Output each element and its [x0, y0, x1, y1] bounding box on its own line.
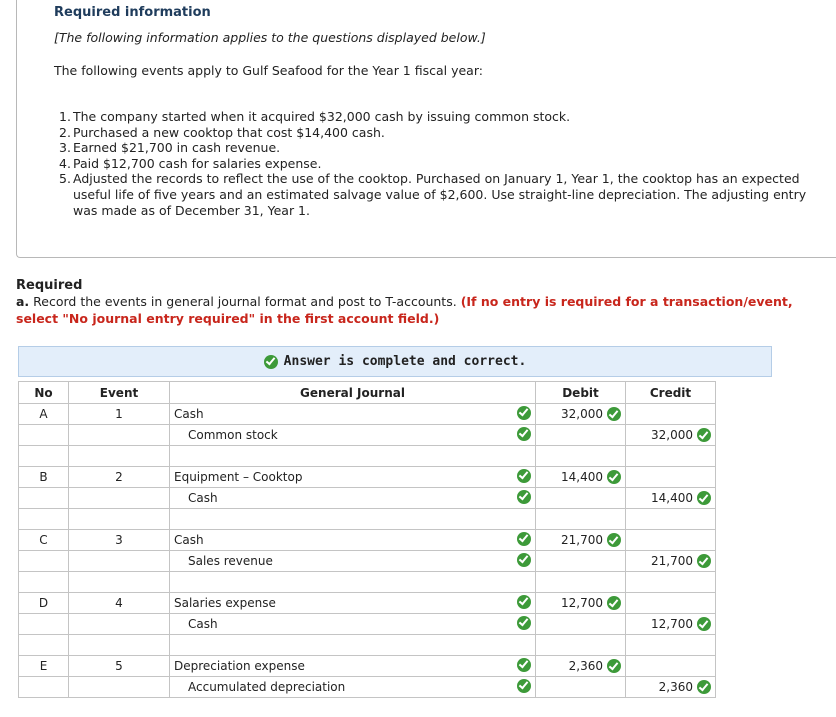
journal-row: [19, 593, 716, 614]
journal-row: [19, 530, 716, 551]
blank-cell: [19, 446, 69, 467]
credit-field[interactable]: [626, 404, 716, 425]
journal-body: [19, 404, 716, 698]
credit-field[interactable]: [626, 656, 716, 677]
check-icon: [697, 554, 711, 568]
entry-no: B: [19, 467, 69, 488]
entry-event: 3: [69, 530, 170, 551]
credit-field[interactable]: [626, 551, 716, 572]
check-icon: [607, 470, 621, 484]
entry-event: 4: [69, 593, 170, 614]
debit-field[interactable]: [536, 551, 626, 572]
account-status: [513, 530, 536, 551]
entry-event: [69, 614, 170, 635]
entry-no: A: [19, 404, 69, 425]
entry-event: [69, 677, 170, 698]
check-icon: [607, 596, 621, 610]
journal-row: [19, 677, 716, 698]
debit-field[interactable]: [536, 530, 626, 551]
account-status: [513, 677, 536, 698]
check-icon: [697, 428, 711, 442]
check-icon: [517, 616, 531, 630]
check-icon: [517, 595, 531, 609]
blank-cell: [170, 509, 536, 530]
check-icon: [517, 553, 531, 567]
journal-row: [19, 404, 716, 425]
account-field[interactable]: Sales revenue: [170, 551, 513, 572]
debit-field[interactable]: [536, 677, 626, 698]
header-credit: Credit: [626, 382, 716, 404]
account-field[interactable]: Cash: [170, 530, 513, 551]
header-no: No: [19, 382, 69, 404]
blank-cell: [19, 509, 69, 530]
entry-no: C: [19, 530, 69, 551]
entry-event: 2: [69, 467, 170, 488]
entry-no: E: [19, 656, 69, 677]
credit-field[interactable]: [626, 425, 716, 446]
blank-cell: [626, 635, 716, 656]
check-icon: [697, 491, 711, 505]
event-item: 4. Paid $12,700 cash for salaries expense.: [59, 155, 322, 171]
account-field[interactable]: Cash: [170, 614, 513, 635]
account-status: [513, 656, 536, 677]
debit-value: 2,360: [568, 658, 603, 673]
blank-cell: [536, 572, 626, 593]
blank-cell: [626, 446, 716, 467]
credit-value: 32,000: [651, 427, 693, 442]
journal-row: [19, 656, 716, 677]
account-status: [513, 467, 536, 488]
events-intro: The following events apply to Gulf Seafood for the Year 1 fiscal year:: [54, 63, 483, 78]
answer-status-text: Answer is complete and correct.: [283, 354, 527, 369]
credit-value: 21,700: [651, 553, 693, 568]
journal-blank-row: [19, 635, 716, 656]
header-event: Event: [69, 382, 170, 404]
blank-cell: [536, 509, 626, 530]
journal-row: [19, 614, 716, 635]
answer-status-banner: [18, 346, 772, 377]
debit-field[interactable]: [536, 593, 626, 614]
check-icon: [517, 658, 531, 672]
event-item: 3. Earned $21,700 in cash revenue.: [59, 140, 281, 156]
entry-no: [19, 614, 69, 635]
event-item: 5. Adjusted the records to reflect the use of the cooktop. Purchased on January 1, Year 1, the cooktop has an expected useful life of five years and an estimated salvage value of $2,600. Use straight-line depreciation. The adjusting entry was made as of December 31, Year 1.: [59, 171, 807, 218]
debit-value: 32,000: [561, 406, 603, 421]
check-icon: [517, 427, 531, 441]
credit-field[interactable]: [626, 614, 716, 635]
credit-value: 12,700: [651, 616, 693, 631]
check-icon: [517, 406, 531, 420]
entry-event: 1: [69, 404, 170, 425]
journal-row: [19, 425, 716, 446]
debit-value: 14,400: [561, 469, 603, 484]
blank-cell: [19, 635, 69, 656]
general-journal-table: [18, 381, 716, 698]
account-status: [513, 404, 536, 425]
journal-header-row: [19, 382, 716, 404]
blank-cell: [536, 446, 626, 467]
blank-cell: [536, 635, 626, 656]
check-icon: [607, 659, 621, 673]
account-status: [513, 551, 536, 572]
header-debit: Debit: [536, 382, 626, 404]
blank-cell: [19, 572, 69, 593]
credit-field[interactable]: [626, 530, 716, 551]
account-field[interactable]: Accumulated depreciation: [170, 677, 513, 698]
debit-field[interactable]: [536, 614, 626, 635]
event-item: 2. Purchased a new cooktop that cost $14,400 cash.: [59, 124, 385, 140]
check-icon: [697, 617, 711, 631]
debit-field[interactable]: [536, 404, 626, 425]
required-instructions: [16, 294, 831, 327]
entry-no: [19, 551, 69, 572]
debit-field[interactable]: [536, 488, 626, 509]
debit-field[interactable]: [536, 425, 626, 446]
entry-no: [19, 425, 69, 446]
account-status: [513, 488, 536, 509]
entry-no: [19, 488, 69, 509]
header-general-journal: General Journal: [170, 382, 536, 404]
check-icon: [607, 407, 621, 421]
credit-field[interactable]: [626, 488, 716, 509]
entry-no: D: [19, 593, 69, 614]
credit-field[interactable]: [626, 467, 716, 488]
entry-event: [69, 488, 170, 509]
credit-value: 2,360: [658, 679, 693, 694]
check-icon: [697, 680, 711, 694]
blank-cell: [626, 509, 716, 530]
blank-cell: [170, 572, 536, 593]
part-label: a.: [16, 294, 30, 309]
journal-blank-row: [19, 572, 716, 593]
account-status: [513, 614, 536, 635]
events-list: [59, 109, 829, 218]
blank-cell: [69, 446, 170, 467]
check-icon: [517, 469, 531, 483]
entry-no: [19, 677, 69, 698]
account-status: [513, 593, 536, 614]
required-information-title: Required information: [54, 5, 211, 20]
account-field[interactable]: Common stock: [170, 425, 513, 446]
account-field[interactable]: Depreciation expense: [170, 656, 513, 677]
account-status: [513, 425, 536, 446]
blank-cell: [170, 446, 536, 467]
debit-field[interactable]: [536, 656, 626, 677]
entry-event: [69, 425, 170, 446]
blank-cell: [69, 509, 170, 530]
debit-value: 12,700: [561, 595, 603, 610]
no-entry-instruction: (If no entry is required for a transaction/event, select "No journal entry required" in the first account field.): [16, 294, 793, 326]
account-field[interactable]: Salaries expense: [170, 593, 513, 614]
debit-field[interactable]: [536, 467, 626, 488]
blank-cell: [170, 635, 536, 656]
check-icon: [264, 355, 278, 369]
account-field[interactable]: Equipment – Cooktop: [170, 467, 513, 488]
entry-event: 5: [69, 656, 170, 677]
credit-field[interactable]: [626, 677, 716, 698]
debit-value: 21,700: [561, 532, 603, 547]
journal-blank-row: [19, 446, 716, 467]
check-icon: [607, 533, 621, 547]
check-icon: [517, 490, 531, 504]
applies-note: [The following information applies to the questions displayed below.]: [54, 30, 486, 45]
credit-value: 14,400: [651, 490, 693, 505]
required-task: Record the events in general journal format and post to T-accounts.: [33, 294, 457, 309]
required-heading: Required: [16, 278, 83, 293]
journal-row: [19, 551, 716, 572]
check-icon: [517, 532, 531, 546]
account-field[interactable]: Cash: [170, 488, 513, 509]
blank-cell: [626, 572, 716, 593]
account-field[interactable]: Cash: [170, 404, 513, 425]
blank-cell: [69, 572, 170, 593]
journal-row: [19, 488, 716, 509]
event-item: 1. The company started when it acquired $32,000 cash by issuing common stock.: [59, 109, 571, 124]
credit-field[interactable]: [626, 593, 716, 614]
entry-event: [69, 551, 170, 572]
journal-blank-row: [19, 509, 716, 530]
journal-row: [19, 467, 716, 488]
blank-cell: [69, 635, 170, 656]
check-icon: [517, 679, 531, 693]
